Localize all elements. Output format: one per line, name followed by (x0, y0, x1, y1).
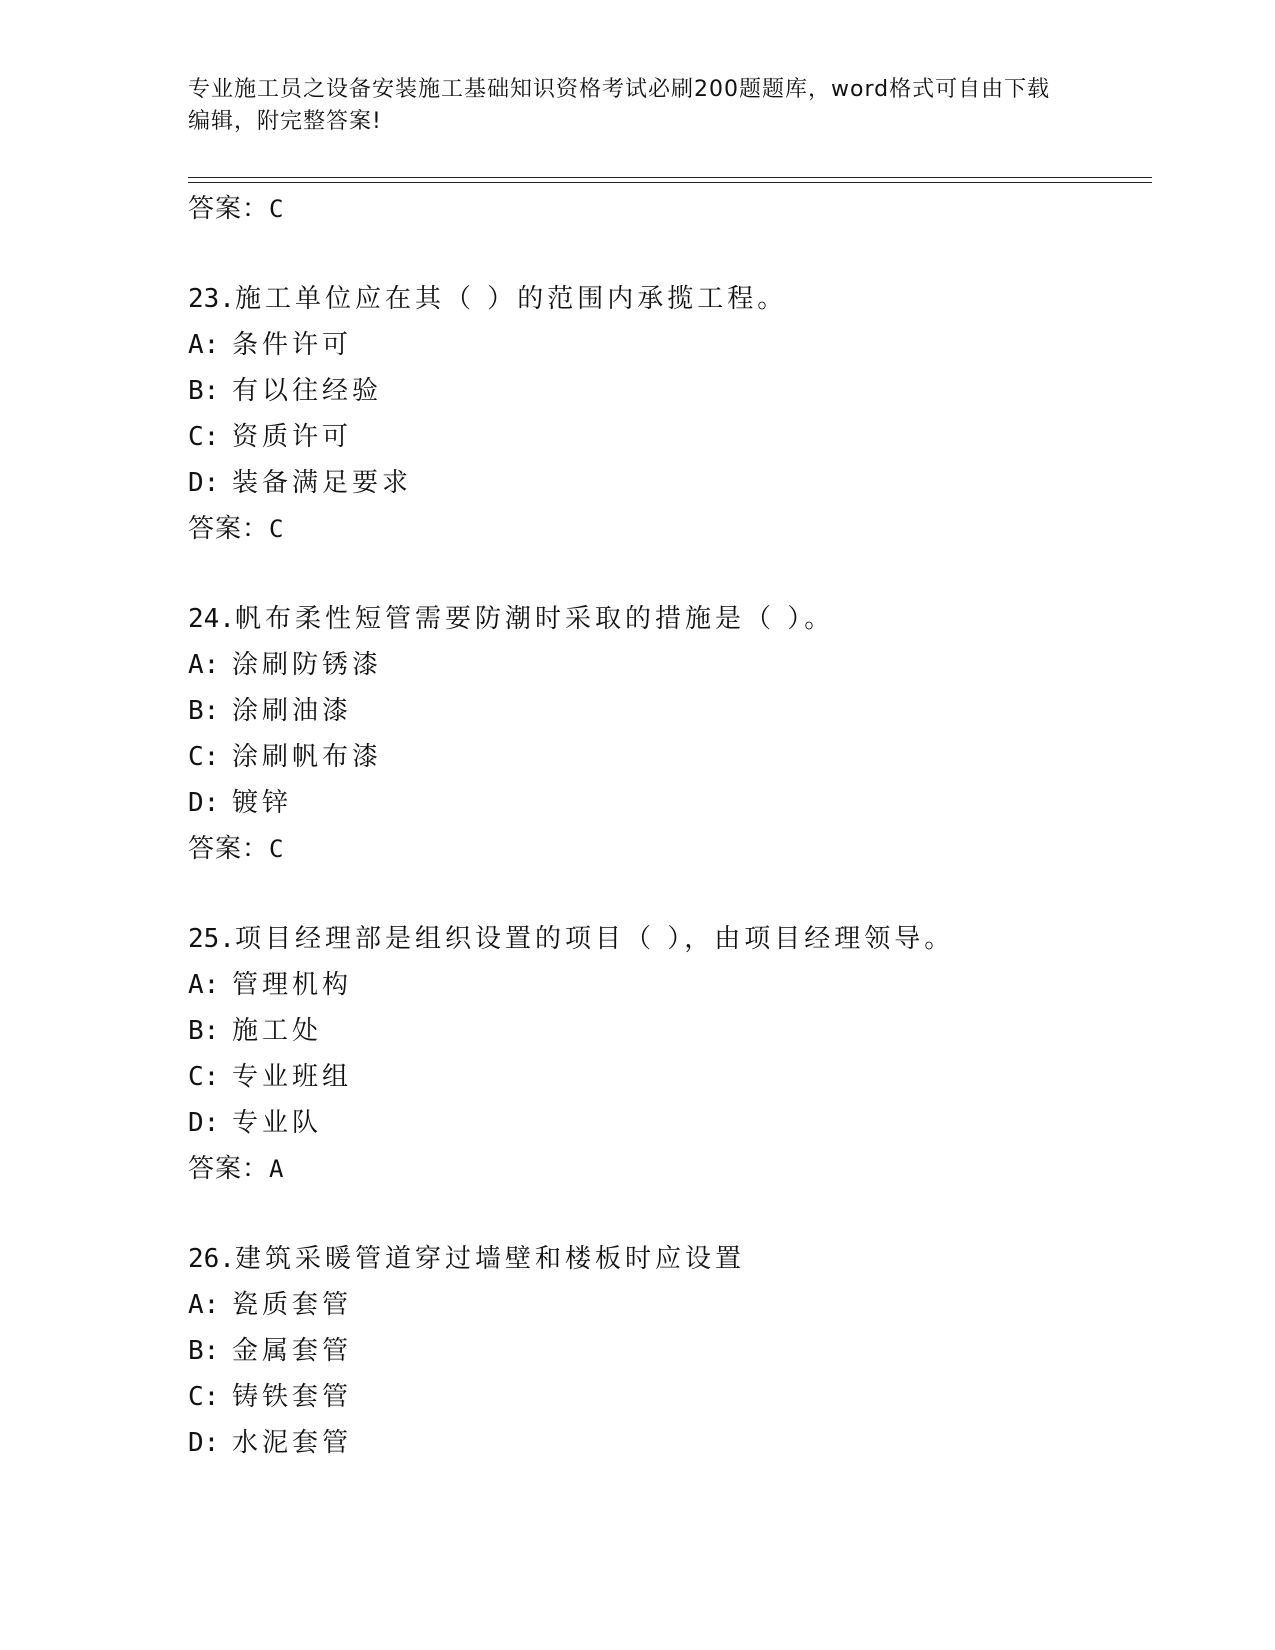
option-b (188, 1328, 1148, 1374)
previous-answer (188, 186, 1148, 232)
question-stem (188, 276, 1148, 322)
option-letter: A: (188, 330, 220, 360)
question-text: 施工单位应在其（ ）的范围内承揽工程。 (234, 284, 788, 314)
option-letter: B: (188, 376, 220, 406)
spacer (188, 232, 1148, 276)
question-answer (188, 1146, 1148, 1192)
option-b (188, 688, 1148, 734)
option-c (188, 734, 1148, 780)
question-text: 建筑采暖管道穿过墙壁和楼板时应设置 (234, 1244, 745, 1274)
question-number: 24. (188, 604, 235, 634)
spacer (188, 1192, 1148, 1236)
option-text: 资质许可 (232, 422, 353, 452)
option-d (188, 460, 1148, 506)
option-letter: D: (188, 788, 220, 818)
question-text: 帆布柔性短管需要防潮时采取的措施是（ ）。 (234, 604, 835, 634)
header-divider-top (188, 177, 1152, 178)
option-a (188, 1282, 1148, 1328)
question-block (188, 276, 1148, 552)
option-b (188, 368, 1148, 414)
option-text: 专业班组 (232, 1062, 353, 1092)
option-c (188, 414, 1148, 460)
document-body (188, 186, 1148, 1466)
option-text: 有以往经验 (232, 376, 383, 406)
option-text: 镀锌 (232, 788, 293, 818)
question-number: 23. (188, 284, 235, 314)
option-a (188, 322, 1148, 368)
question-number: 25. (188, 924, 235, 954)
option-d (188, 780, 1148, 826)
answer-label: 答案： (188, 834, 270, 864)
option-letter: A: (188, 1290, 220, 1320)
question-block (188, 916, 1148, 1192)
option-text: 涂刷油漆 (232, 696, 353, 726)
option-a (188, 642, 1148, 688)
option-text: 铸铁套管 (232, 1382, 353, 1412)
option-letter: D: (188, 468, 220, 498)
option-text: 管理机构 (232, 970, 353, 1000)
answer-value: A (269, 1155, 284, 1183)
option-c (188, 1054, 1148, 1100)
answer-label: 答案： (188, 194, 270, 224)
question-stem (188, 596, 1148, 642)
option-text: 水泥套管 (232, 1428, 353, 1458)
option-b (188, 1008, 1148, 1054)
answer-value: C (269, 515, 284, 543)
option-d (188, 1100, 1148, 1146)
question-answer (188, 506, 1148, 552)
option-letter: B: (188, 1016, 220, 1046)
question-block (188, 596, 1148, 872)
spacer (188, 552, 1148, 596)
option-text: 瓷质套管 (232, 1290, 353, 1320)
option-letter: B: (188, 696, 220, 726)
option-text: 涂刷防锈漆 (232, 650, 383, 680)
question-stem (188, 916, 1148, 962)
answer-value: C (269, 835, 284, 863)
option-letter: D: (188, 1428, 220, 1458)
answer-label: 答案： (188, 514, 270, 544)
option-text: 金属套管 (232, 1336, 353, 1366)
option-c (188, 1374, 1148, 1420)
question-number: 26. (188, 1244, 235, 1274)
answer-value: C (269, 195, 284, 223)
spacer (188, 872, 1148, 916)
option-text: 涂刷帆布漆 (232, 742, 383, 772)
question-stem (188, 1236, 1148, 1282)
answer-label: 答案： (188, 1154, 270, 1184)
option-letter: C: (188, 422, 220, 452)
option-text: 装备满足要求 (232, 468, 413, 498)
option-letter: A: (188, 970, 220, 1000)
question-answer (188, 826, 1148, 872)
option-letter: B: (188, 1336, 220, 1366)
option-letter: A: (188, 650, 220, 680)
header-divider-bottom (188, 182, 1152, 183)
option-letter: C: (188, 1382, 220, 1412)
option-d (188, 1420, 1148, 1466)
option-text: 施工处 (232, 1016, 323, 1046)
option-text: 条件许可 (232, 330, 353, 360)
document-header (188, 74, 1068, 138)
option-a (188, 962, 1148, 1008)
question-block (188, 1236, 1148, 1466)
question-text: 项目经理部是组织设置的项目（ ），由项目经理领导。 (234, 924, 955, 954)
option-letter: D: (188, 1108, 220, 1138)
header-title: 专业施工员之设备安装施工基础知识资格考试必刷200题题库，word格式可自由下载编辑，附完整答案! (188, 77, 1051, 134)
option-letter: C: (188, 1062, 220, 1092)
option-text: 专业队 (232, 1108, 323, 1138)
option-letter: C: (188, 742, 220, 772)
